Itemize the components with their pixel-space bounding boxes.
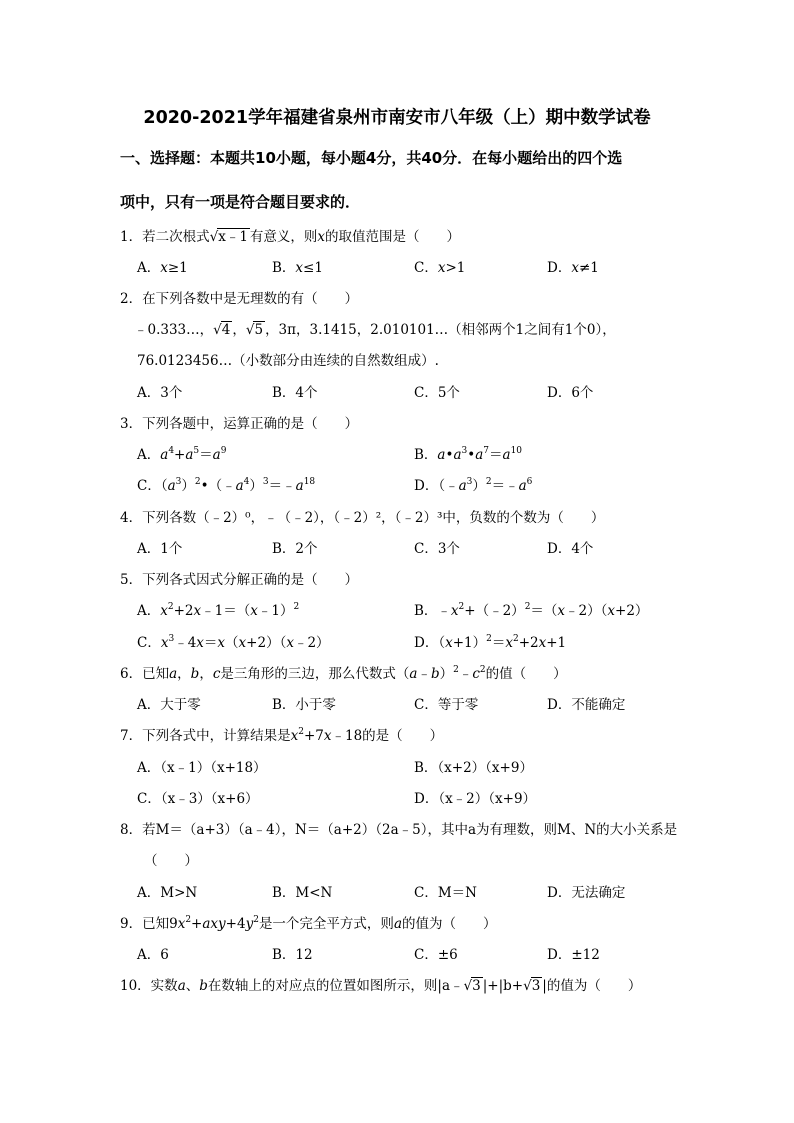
question-6-option-d[interactable]: D．不能确定 — [547, 697, 626, 713]
question-6-option-a[interactable]: A．大于零 — [137, 697, 201, 713]
q1-text: 的取值范围是（ ） — [325, 229, 461, 245]
question-8-option-c[interactable]: C．M＝N — [414, 885, 477, 901]
question-3-option-b[interactable]: B．$a•a^3•a^7=a^{10}$ — [414, 446, 523, 463]
page-title: 2020-2021学年福建省泉州市南安市八年级（上）期中数学试卷 — [143, 108, 651, 128]
question-1-option-c[interactable]: C．x>1 — [414, 260, 466, 276]
question-7-option-b[interactable]: B．（x+2）（x+9） — [414, 760, 533, 776]
question-2-option-a[interactable]: A．3个 — [137, 385, 183, 401]
question-7-stem: 7．下列各式中，计算结果是$x^2+7x﹣18$的是（ ） — [120, 727, 444, 744]
question-2-stem: 2．在下列各数中是无理数的有（ ） — [120, 291, 359, 307]
question-4-stem: 4．下列各数（﹣2）⁰，﹣（﹣2），（﹣2）²，（﹣2）³中，负数的个数为（ ） — [120, 510, 605, 526]
question-6-option-c[interactable]: C．等于零 — [414, 697, 479, 713]
question-9-option-a[interactable]: A．6 — [137, 947, 169, 963]
sqrt-sign: √ — [209, 229, 219, 245]
question-5-option-c[interactable]: C．$x^3﹣4x=x(x+2)(x﹣2)$ — [137, 634, 330, 651]
question-7-option-a[interactable]: A．（x﹣1）（x+18） — [137, 760, 267, 776]
question-9-stem: 9．已知$9x^2+axy+4y^2$是一个完全平方式，则a的值为（ ） — [120, 915, 497, 932]
question-4-option-b[interactable]: B．2个 — [272, 541, 318, 557]
question-3-option-c[interactable]: C．$(a^3)^2•(﹣a^4)^3=﹣a^{18}$ — [137, 477, 316, 494]
question-2-option-d[interactable]: D．6个 — [547, 385, 594, 401]
question-4-option-a[interactable]: A．1个 — [137, 541, 183, 557]
question-1-option-b[interactable]: B．x≤1 — [272, 260, 323, 276]
question-5-option-d[interactable]: D．$(x+1)^2=x^2+2x+1$ — [414, 634, 567, 651]
question-5-stem: 5．下列各式因式分解正确的是（ ） — [120, 572, 359, 588]
question-5-option-b[interactable]: B．$﹣x^2+(﹣2)^2=(x﹣2)(x+2)$ — [414, 602, 649, 619]
question-8-option-a[interactable]: A．M>N — [137, 885, 198, 901]
question-5-option-a[interactable]: A．$x^2+2x﹣1=(x﹣1)^2$ — [137, 602, 300, 619]
question-3-stem: 3．下列各题中，运算正确的是（ ） — [120, 416, 359, 432]
question-1-option-a[interactable]: A．x≥1 — [137, 260, 188, 276]
q1-text: 1．若二次根式 — [120, 229, 210, 245]
question-2-numbers-line1: ﹣0.333…，√4 ，√5 ，3π，3.1415，2.010101…（相邻两个1之间有1个0）， — [134, 322, 616, 338]
question-2-numbers-line2: 76.0123456…（小数部分由连续的自然数组成）. — [137, 353, 439, 369]
question-8-stem: 8．若M＝（a+3）（a﹣4），N＝（a+2）（2a﹣5），其中a为有理数，则M、N的大小关系是 — [120, 822, 678, 838]
question-7-option-c[interactable]: C．（x﹣3）（x+6） — [137, 791, 259, 807]
question-10-stem: 10．实数a、b在数轴上的对应点的位置如图所示，则|a﹣√3 |+|b+√3 |的值为（ ） — [120, 978, 642, 994]
question-4-option-d[interactable]: D．4个 — [547, 541, 594, 557]
question-6-option-b[interactable]: B．小于零 — [272, 697, 336, 713]
q2-sqrt5: 5 — [254, 322, 264, 338]
abs-expression: |a﹣√3 |+|b+√3 | — [437, 978, 547, 994]
question-6-stem: 6．已知a，b，c是三角形的三边，那么代数式$(a﹣b)^2﹣c^2$的值（ ） — [120, 665, 567, 682]
question-3-option-d[interactable]: D．$(﹣a^3)^2=﹣a^6$ — [414, 477, 533, 494]
q1-var: x — [317, 229, 326, 245]
section-heading-line1: 一、选择题：本题共10小题，每小题4分，共40分．在每小题给出的四个选 — [120, 149, 623, 167]
question-2-option-c[interactable]: C．5个 — [414, 385, 460, 401]
q1-text: 有意义，则 — [249, 229, 318, 245]
question-4-option-c[interactable]: C．3个 — [414, 541, 460, 557]
section-heading-line2: 项中，只有一项是符合题目要求的． — [120, 193, 361, 211]
question-1-option-d[interactable]: D．x≠1 — [547, 260, 599, 276]
question-9-option-c[interactable]: C．±6 — [414, 947, 458, 963]
question-8-option-d[interactable]: D．无法确定 — [547, 885, 626, 901]
q1-radicand: x﹣1 — [218, 229, 248, 245]
question-9-option-d[interactable]: D．±12 — [547, 947, 600, 963]
question-1-stem — [120, 228, 460, 246]
q2-sqrt4: 4 — [221, 322, 231, 338]
question-2-option-b[interactable]: B．4个 — [272, 385, 318, 401]
question-8-option-b[interactable]: B．M<N — [272, 885, 333, 901]
question-7-option-d[interactable]: D．（x﹣2）（x+9） — [414, 791, 537, 807]
question-8-answer-paren: （ ） — [144, 853, 198, 869]
question-9-option-b[interactable]: B．12 — [272, 947, 313, 963]
question-3-option-a[interactable]: A．$a^4+a^5=a^9$ — [137, 446, 227, 463]
